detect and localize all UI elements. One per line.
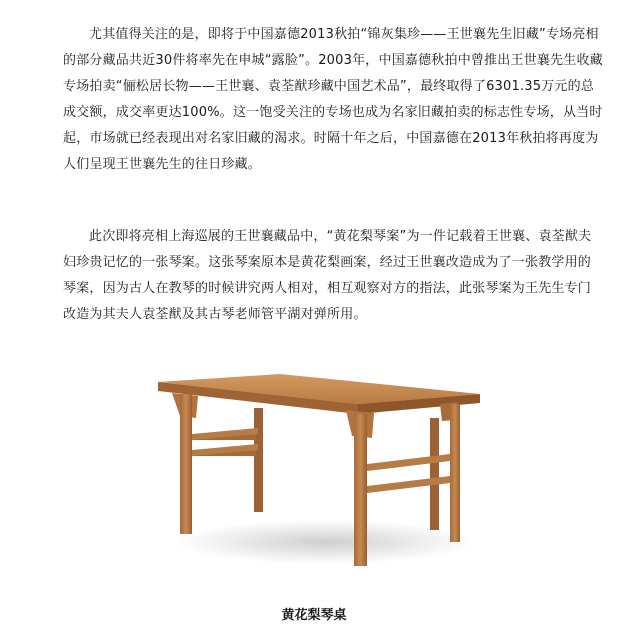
article-paragraph-1: 尤其值得关注的是，即将于中国嘉德2013秋拍“锦灰集珍——王世襄先生旧藏”专场亮相的部分藏品共近30件将率先在申城“露脸”。2003年，中国嘉德秋拍中曾推出王世襄先生收藏专场拍卖“俪松居长物——王世襄、袁荃猷珍藏中国艺术品”，最终取得了6301.35万元的总成交额，成交率更达100%。这一饱受关注的专场也成为名家旧藏拍卖的标志性专场，从当时起，市场就已经表现出对名家旧藏的渴求。时隔十年之后，中国嘉德在2013年秋拍将再度为人们呈现王世襄先生的往日珍藏。 [63, 27, 603, 172]
article-paragraph-2: 此次即将亮相上海巡展的王世襄藏品中，“黄花梨琴案”为一件记载着王世襄、袁荃猷夫妇珍贵记忆的一张琴案。这张琴案原本是黄花梨画案，经过王世襄改造成为了一张教学用的琴案，因为古人在教琴的时候讲究两人相对，相互观察对方的指法，此张琴案为王先生专门改造为其夫人袁荃猷及其古琴老师管平湖对弹所用。 [63, 229, 592, 322]
qin-table-illustration [150, 360, 490, 580]
figure-caption: 黄花梨琴桌 [281, 608, 347, 623]
front-right-leg [354, 414, 367, 566]
back-left-leg [254, 408, 263, 512]
side-right-leg [450, 404, 460, 542]
back-right-leg [430, 418, 439, 530]
huanghuali-qin-table-photo [150, 360, 490, 580]
front-left-leg [180, 394, 192, 534]
